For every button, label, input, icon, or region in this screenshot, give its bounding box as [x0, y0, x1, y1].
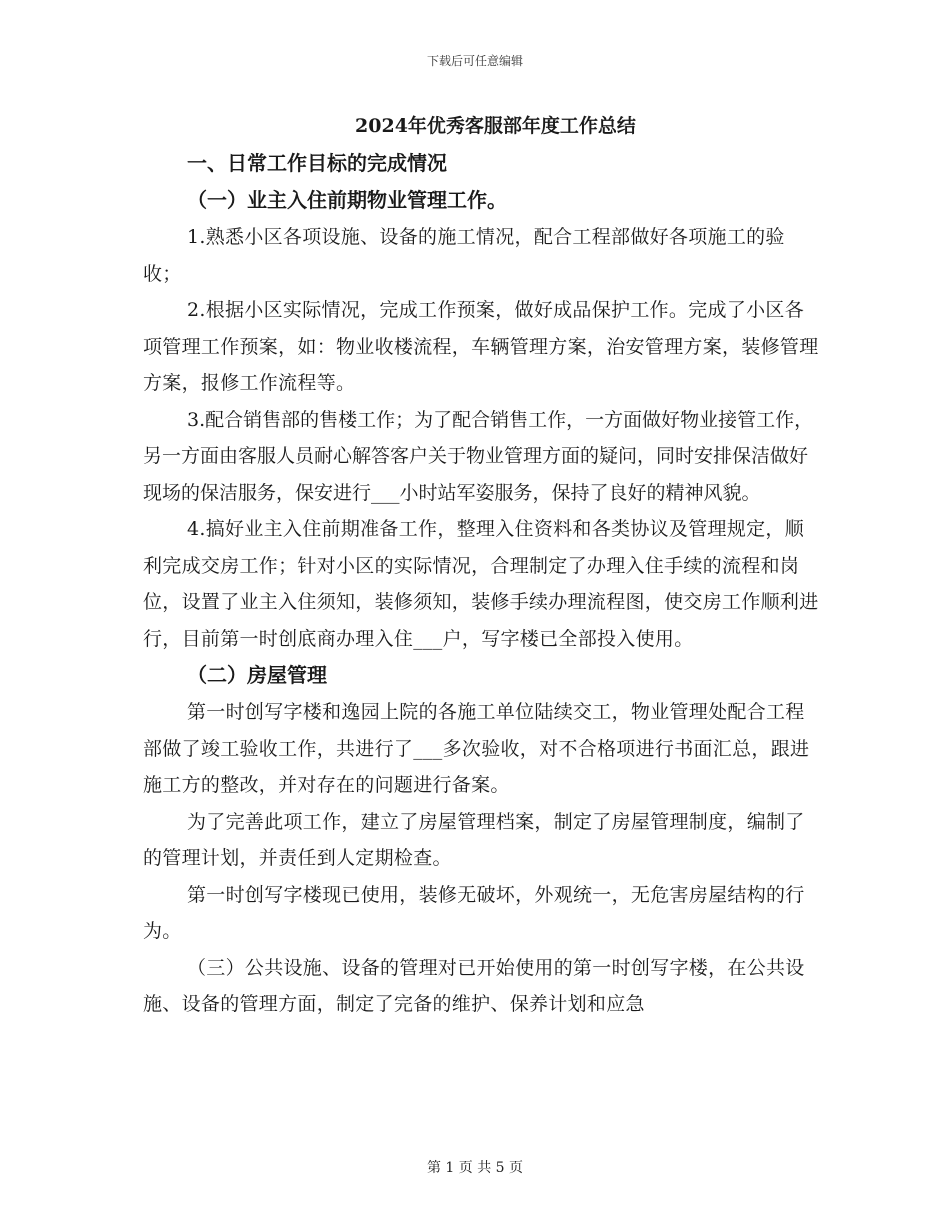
paragraph-housing-2: 为了完善此项工作，建立了房屋管理档案，制定了房屋管理制度，编制了的管理计划，并责任到人定期检查。 — [143, 810, 805, 869]
document-title: 2024年优秀客服部年度工作总结 — [355, 115, 636, 137]
section-heading: 一、日常工作目标的完成情况 — [187, 151, 447, 175]
paragraph-housing-3: 第一时创写字楼现已使用，装修无破坏，外观统一，无危害房屋结构的行为。 — [143, 883, 805, 942]
subsection-heading-2: （二）房屋管理 — [187, 663, 327, 687]
page-indicator: 第 1 页 共 5 页 — [426, 1160, 524, 1176]
paragraph-housing-1: 第一时创写字楼和逸园上院的各施工单位陆续交工，物业管理处配合工程部做了竣工验收工作，共进行了___多次验收，对不合格项进行书面汇总，跟进施工方的整改，并对存在的问题进行备案。 — [143, 701, 810, 796]
paragraph-facilities: （三）公共设施、设备的管理对已开始使用的第一时创写字楼，在公共设施、设备的管理方面，制定了完备的维护、保养计划和应急 — [143, 956, 805, 1015]
paragraph-item-3: 3.配合销售部的售楼工作；为了配合销售工作，一方面做好物业接管工作，另一方面由客服人员耐心解答客户关于物业管理方面的疑问，同时安排保洁做好现场的保洁服务，保安进行___小时站军姿服务，保持了良好的精神风貌。 — [143, 408, 814, 504]
subsection-heading-1: （一）业主入住前期物业管理工作。 — [187, 188, 507, 212]
page-header-note: 下载后可任意编辑 — [426, 54, 523, 68]
paragraph-item-4: 4.搞好业主入住前期准备工作，整理入住资料和各类协议及管理规定，顺利完成交房工作；针对小区的实际情况，合理制定了办理入住手续的流程和岗位，设置了业主入住须知，装修须知，装修手续办理流程图，使交房工作顺利进行，目前第一时创底商办理入住___户，写字楼已全部投入使用。 — [143, 518, 819, 650]
paragraph-item-2: 2.根据小区实际情况，完成工作预案，做好成品保护工作。完成了小区各项管理工作预案，如：物业收楼流程，车辆管理方案，治安管理方案，装修管理方案，报修工作流程等。 — [143, 299, 819, 394]
document-body — [143, 108, 823, 1023]
paragraph-item-1: 1.熟悉小区各项设施、设备的施工情况，配合工程部做好各项施工的验收； — [143, 226, 785, 285]
